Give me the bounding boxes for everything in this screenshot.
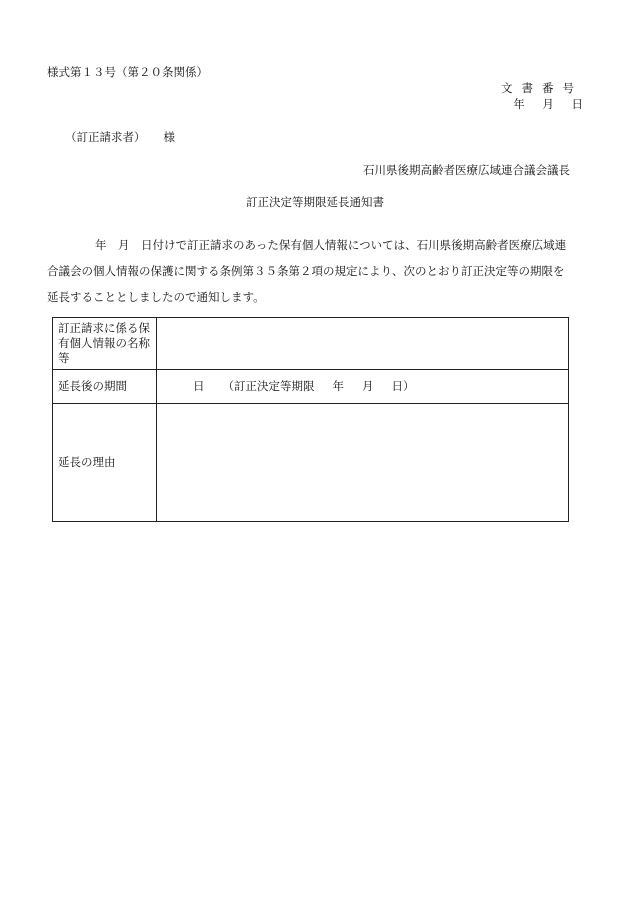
body-line-1: 年 月 日付けで訂正請求のあった保有個人情報については、石川県後期高齢者医療広域連 [95,238,567,252]
period-deadline-label: （訂正決定等期限 [222,379,315,393]
table-row-reason [53,404,569,522]
info-name-value [157,318,569,370]
recipient-line [65,129,175,145]
body-line-3: 延長することとしましたので通知します。 [47,290,265,304]
document-number-label: 文書番号 [501,81,583,95]
form-id: 様式第１３号（第２０条関係） [47,65,208,79]
body-line-2: 合議会の個人情報の保護に関する条例第３５条第２項の規定により、次のとおり訂正決定等の期限を [47,264,565,278]
table-row-info-name [53,318,569,370]
document-date-placeholder: 年 月 日 [513,97,583,111]
extended-period-label: 延長後の期間 [53,370,157,404]
detail-table [52,317,569,522]
issuer-name: 石川県後期高齢者医療広域連合議会議長 [363,163,570,177]
period-year: 年 [332,379,344,393]
document-title: 訂正決定等期限延長通知書 [246,195,384,209]
period-end: 日） [391,379,415,393]
reason-label: 延長の理由 [53,404,157,522]
recipient-honorific: 様 [163,130,175,144]
table-row-extended-period [53,370,569,404]
extended-period-value [157,370,569,404]
reason-value [157,404,569,522]
period-day: 日 [193,379,205,393]
recipient-label: （訂正請求者） [65,130,146,144]
body-paragraph [47,232,587,310]
period-month: 月 [362,379,374,393]
info-name-label: 訂正請求に係る保有個人情報の名称等 [53,318,157,370]
